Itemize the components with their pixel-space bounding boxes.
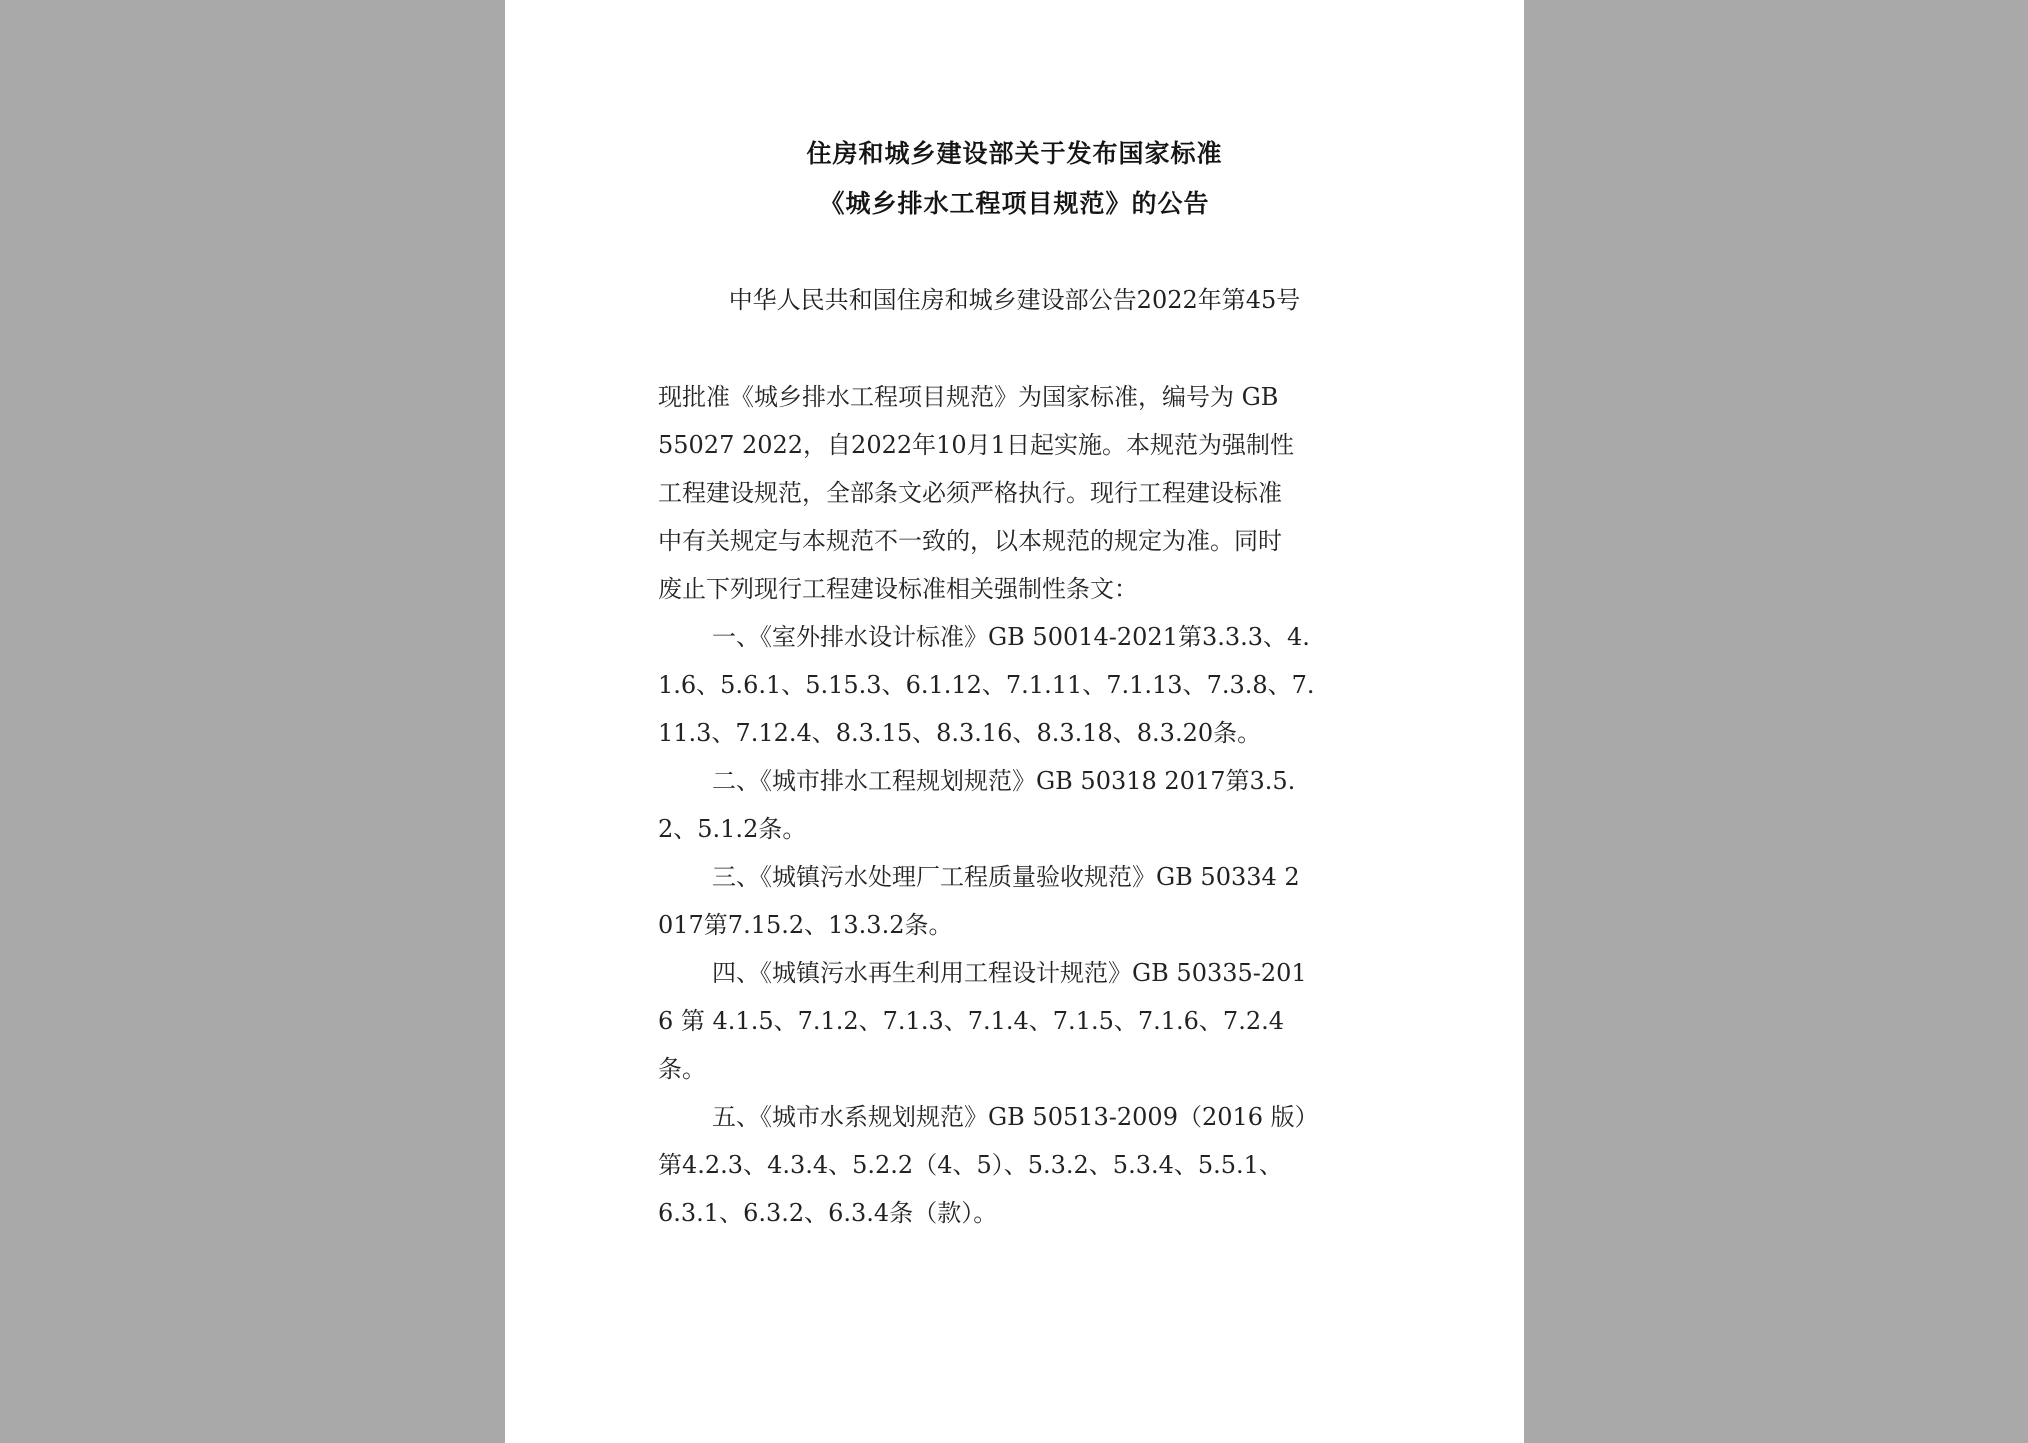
repealed-item-5: 五、《城市水系规划规范》GB 50513-2009（2016 版）: [712, 1103, 1319, 1131]
announcement-title-line-2: 《城乡排水工程项目规范》的公告: [819, 189, 1210, 218]
announcement-number: 中华人民共和国住房和城乡建设部公告2022年第45号: [728, 286, 1301, 314]
repealed-item-4-cont: 条。: [658, 1055, 706, 1083]
body-line: 现批准《城乡排水工程项目规范》为国家标准，编号为 GB: [658, 383, 1279, 411]
announcement-title-line-1: 住房和城乡建设部关于发布国家标准: [806, 139, 1223, 168]
document-page: [505, 0, 1524, 1443]
repealed-item-1-cont: 1.6、5.6.1、5.15.3、6.1.12、7.1.11、7.1.13、7.3.8、7.: [658, 671, 1315, 699]
repealed-item-5-cont: 6.3.1、6.3.2、6.3.4条（款）。: [658, 1199, 998, 1227]
repealed-item-3-cont: 017第7.15.2、13.3.2条。: [658, 911, 953, 939]
repealed-item-3: 三、《城镇污水处理厂工程质量验收规范》GB 50334 2: [712, 863, 1300, 891]
body-line: 工程建设规范，全部条文必须严格执行。现行工程建设标准: [658, 479, 1282, 507]
repealed-item-1: 一、《室外排水设计标准》GB 50014-2021第3.3.3、4.: [712, 623, 1310, 651]
repealed-item-2: 二、《城市排水工程规划规范》GB 50318 2017第3.5.: [712, 767, 1296, 795]
repealed-item-4: 四、《城镇污水再生利用工程设计规范》GB 50335-201: [712, 959, 1307, 987]
repealed-item-4-cont: 6 第 4.1.5、7.1.2、7.1.3、7.1.4、7.1.5、7.1.6、7.2.4: [658, 1007, 1284, 1035]
body-line: 中有关规定与本规范不一致的，以本规范的规定为准。同时: [658, 527, 1282, 555]
body-line: 55027 2022，自2022年10月1日起实施。本规范为强制性: [658, 431, 1294, 459]
repealed-item-5-cont: 第4.2.3、4.3.4、5.2.2（4、5）、5.3.2、5.3.4、5.5.1、: [658, 1151, 1283, 1179]
repealed-item-1-cont: 11.3、7.12.4、8.3.15、8.3.16、8.3.18、8.3.20条。: [658, 719, 1262, 747]
repealed-item-2-cont: 2、5.1.2条。: [658, 815, 807, 843]
body-line: 废止下列现行工程建设标准相关强制性条文：: [658, 575, 1138, 603]
